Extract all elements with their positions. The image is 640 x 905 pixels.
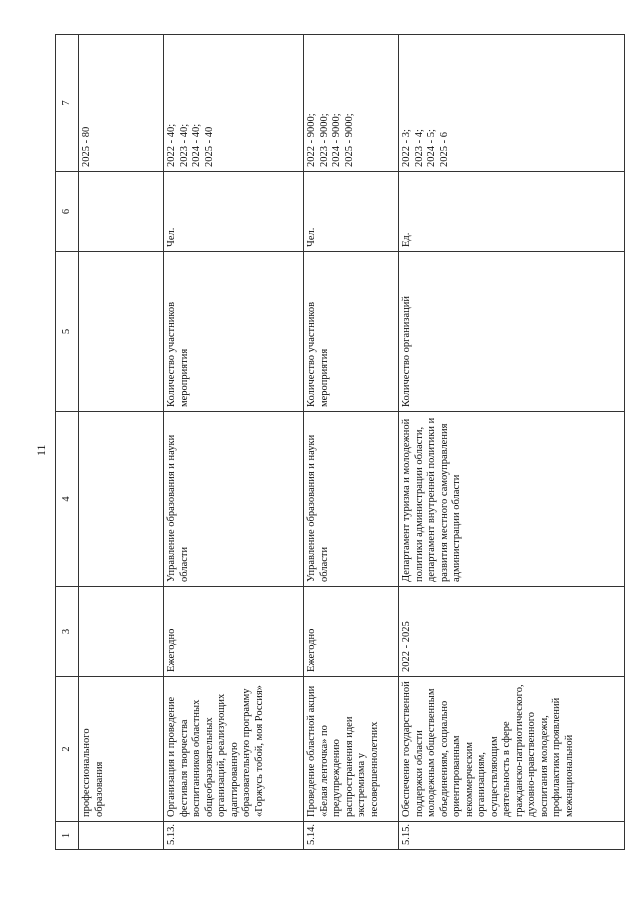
target-values: 2025 - 80: [79, 35, 164, 172]
header-row: [56, 35, 79, 850]
indicator: Количество организаций: [399, 252, 625, 412]
target-values: 2022 - 9000; 2023 - 9000; 2024 - 9000; 2025 - 9000;: [304, 35, 399, 172]
measure-name: профессионального образования: [79, 677, 164, 822]
table-row: [164, 35, 304, 850]
table-row: [399, 35, 625, 850]
executor: Управление образования и науки области: [304, 412, 399, 587]
header-cell: 7: [56, 35, 79, 172]
measure-name: Обеспечение государственной поддержки области молодежным общественным объединениям, социально ориентированным некоммерческим организациям, осуществляющим деятельность в сфере гражданско-патриотического, духовно-нравственного воспитания молодежи, профилактики проявлений межнациональной: [399, 677, 625, 822]
indicator: Количество участников мероприятия: [304, 252, 399, 412]
table-row: [304, 35, 399, 850]
table-row: [79, 35, 164, 850]
executor: Управление образования и науки области: [164, 412, 304, 587]
measure-name: Проведение областной акции «Белая ленточка» по предупреждению распространения идеи экстремизма у несовершеннолетних: [304, 677, 399, 822]
header-cell: 4: [56, 412, 79, 587]
header-cell: 5: [56, 252, 79, 412]
page-number: 11: [34, 444, 48, 456]
executor: [79, 412, 164, 587]
unit: Чел.: [304, 172, 399, 252]
period: 2022 - 2025: [399, 587, 625, 677]
header-cell: 3: [56, 587, 79, 677]
period: Ежегодно: [304, 587, 399, 677]
period: [79, 587, 164, 677]
row-number: [79, 822, 164, 850]
unit: Ед.: [399, 172, 625, 252]
target-values: 2022 - 3; 2023 - 4; 2024 - 5; 2025 - 6: [399, 35, 625, 172]
indicator: [79, 252, 164, 412]
row-number: 5.15.: [399, 822, 625, 850]
unit: [79, 172, 164, 252]
rotated-page: [55, 35, 620, 850]
header-cell: 6: [56, 172, 79, 252]
unit: Чел.: [164, 172, 304, 252]
measure-name: Организация и проведение фестиваля творчества воспитанников областных общеобразовательных организаций, реализующих адаптированную образовательную программу «Горжусь тобой, моя Россия»: [164, 677, 304, 822]
row-number: 5.14.: [304, 822, 399, 850]
executor: Департамент туризма и молодежной политики администрации области, департамент внутренней политики и развития местного самоуправления администрации области: [399, 412, 625, 587]
measures-table: [55, 34, 625, 850]
period: Ежегодно: [164, 587, 304, 677]
header-cell: 2: [56, 677, 79, 822]
header-cell: 1: [56, 822, 79, 850]
indicator: Количество участников мероприятия: [164, 252, 304, 412]
row-number: 5.13.: [164, 822, 304, 850]
target-values: 2022 - 40; 2023 - 40; 2024 - 40; 2025 - 40: [164, 35, 304, 172]
